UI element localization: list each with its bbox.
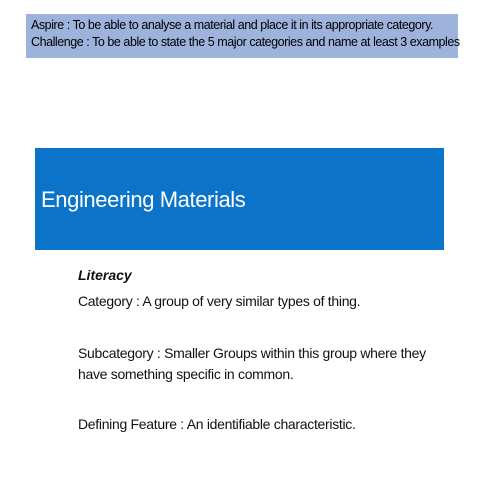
aspire-objective: Aspire : To be able to analyse a material and place it in its appropriate category.: [31, 18, 434, 32]
slide-title: Engineering Materials: [41, 187, 246, 212]
definition-subcategory-line-2: have something specific in common.: [78, 366, 294, 382]
definition-defining-feature: Defining Feature : An identifiable characteristic.: [78, 416, 356, 432]
definition-subcategory-line-1: Subcategory : Smaller Groups within this group where they: [78, 345, 426, 361]
literacy-heading: Literacy: [78, 267, 132, 283]
challenge-objective: Challenge : To be able to state the 5 major categories and name at least 3 examples: [31, 35, 460, 49]
definition-category: Category : A group of very similar types of thing.: [78, 293, 361, 309]
title-banner: [35, 148, 444, 250]
objectives-box: [26, 14, 458, 58]
